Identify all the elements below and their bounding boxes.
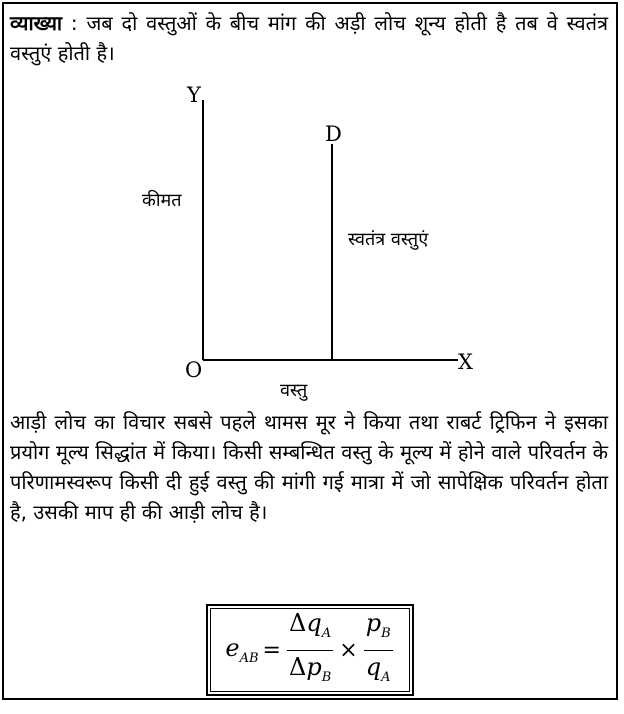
fraction-1-denominator: [287, 651, 333, 693]
fraction-2-denominator: [364, 651, 393, 693]
independent-goods-title: स्वतंत्र वस्तुएं: [348, 229, 429, 250]
formula-fraction-2: [364, 608, 393, 693]
explanation-paragraph: [10, 8, 608, 68]
formula-lhs-symbol: e: [225, 634, 240, 662]
price-axis-title: कीमत: [142, 190, 182, 211]
formula-equals: =: [262, 637, 281, 663]
origin-letter: O: [185, 358, 203, 382]
fraction-1-den-delta: Δ: [288, 652, 307, 681]
formula-lhs-subscript: AB: [239, 651, 259, 666]
formula-times: ×: [339, 637, 358, 663]
independent-goods-graph: [130, 78, 510, 408]
curve-letter: D: [325, 122, 342, 146]
fraction-1-numerator: [287, 608, 333, 651]
x-axis-letter: X: [458, 350, 473, 374]
formula-box: [206, 604, 414, 696]
fraction-1-num-delta: Δ: [289, 608, 307, 637]
y-axis-letter: Y: [187, 83, 201, 107]
fraction-2-num-sub: B: [381, 625, 391, 641]
fraction-2-numerator: [364, 608, 393, 651]
fraction-1-den-sub: B: [321, 669, 332, 685]
formula-lhs: [225, 634, 258, 666]
fraction-2-den-sub: A: [381, 669, 391, 685]
fraction-1-den-var: p: [306, 652, 322, 681]
explanation-label: व्याख्या: [10, 11, 63, 35]
fraction-2-num-var: p: [365, 608, 382, 637]
fraction-1-num-sub: A: [321, 625, 332, 641]
page-bottom-strip: [0, 706, 624, 714]
goods-axis-title: वस्तु: [280, 380, 308, 401]
cross-elasticity-paragraph: आड़ी लोच का विचार सबसे पहले थामस मूर ने किया तथा राबर्ट ट्रिफिन ने इसका प्रयोग मूल्य सिद्धांत में किया। किसी सम्बन्धित वस्तु के मूल्य में होने वाले परिवर्तन के परिणामस्वरूप किसी दी हुई वस्तु की मांगी गई मात्रा में जो सापेक्षिक परिवर्तन होता है, उसकी माप ही की आड़ी लोच है।: [10, 410, 608, 524]
explanation-separator: :: [62, 11, 87, 35]
fraction-1-num-var: q: [306, 608, 322, 637]
formula-fraction-1: [287, 608, 333, 693]
explanation-text: जब दो वस्तुओं के बीच मांग की अड़ी लोच शून्य होती है तब वे स्वतंत्र वस्तुएं होती है।: [10, 11, 609, 65]
cross-elasticity-formula: [210, 608, 410, 692]
fraction-2-den-var: q: [365, 652, 382, 681]
